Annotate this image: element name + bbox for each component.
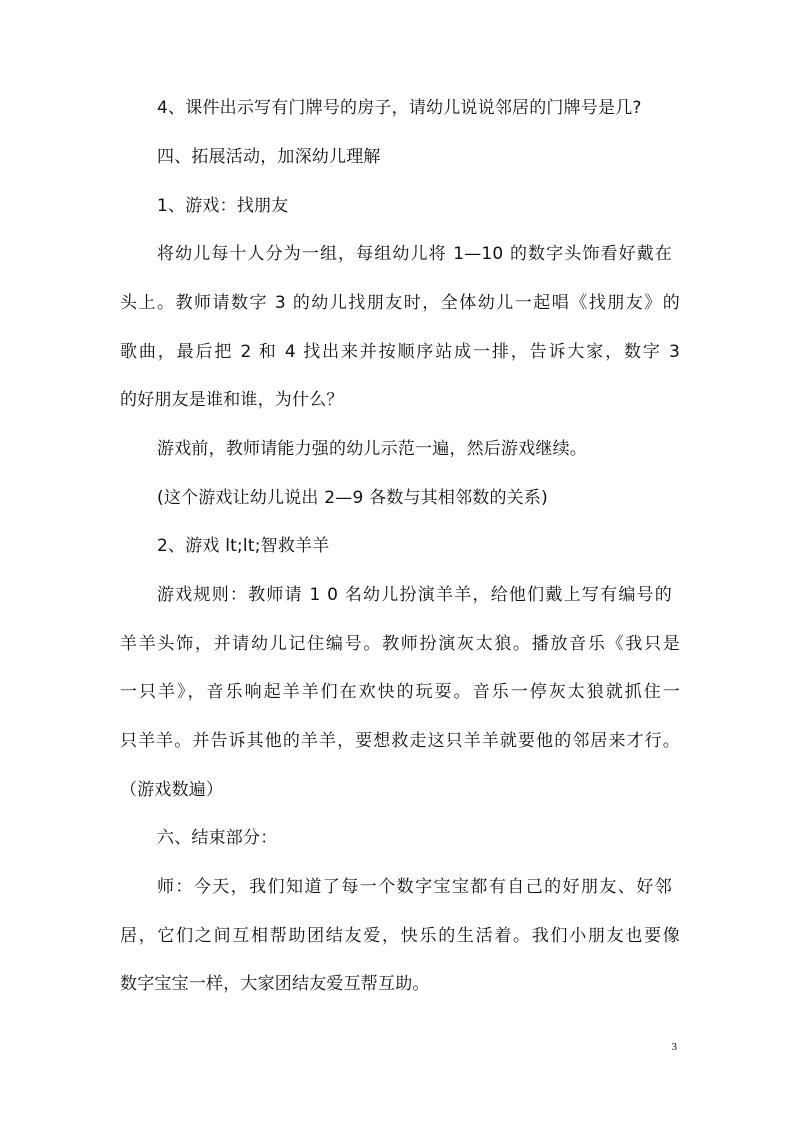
paragraph-line: （游戏数遍） [120, 780, 224, 800]
paragraph-line: 游戏规则：教师请 1 0 名幼儿扮演羊羊，给他们戴上写有编号的 [157, 585, 672, 605]
paragraph-line: 一只羊》，音乐响起羊羊们在欢快的玩耍。音乐一停灰太狼就抓住一 [120, 682, 680, 702]
paragraph-line: 歌曲，最后把 2 和 4 找出来并按顺序站成一排，告诉大家，数字 3 [120, 342, 680, 362]
subsection-heading: 2、游戏 lt;lt;智救羊羊 [157, 536, 330, 556]
subsection-heading: 1、游戏：找朋友 [157, 196, 289, 216]
section-heading: 六、结束部分： [157, 828, 278, 848]
paragraph-line: 数字宝宝一样，大家团结友爱互帮互助。 [120, 974, 430, 994]
paragraph-line: 居，它们之间互相帮助团结友爱，快乐的生活着。我们小朋友也要像 [120, 926, 680, 946]
paragraph-line: 将幼儿每十人分为一组，每组幼儿将 1—10 的数字头饰看好戴在 [157, 244, 672, 264]
paragraph-line: 只羊羊。并告诉其他的羊羊，要想救走这只羊羊就要他的邻居来才行。 [120, 731, 680, 751]
paragraph-line: 师：今天，我们知道了每一个数字宝宝都有自己的好朋友、好邻 [157, 877, 672, 897]
paragraph-line: 游戏前，教师请能力强的幼儿示范一遍，然后游戏继续。 [157, 439, 587, 459]
paragraph-line: 的好朋友是谁和谁，为什么？ [120, 390, 344, 410]
paragraph-line: (这个游戏让幼儿说出 2—9 各数与其相邻数的关系) [157, 488, 548, 508]
paragraph-line: 4、课件出示写有门牌号的房子，请幼儿说说邻居的门牌号是几? [157, 98, 642, 118]
paragraph-line: 头上。教师请数字 3 的幼儿找朋友时，全体幼儿一起唱《找朋友》的 [120, 293, 680, 313]
paragraph-line: 羊羊头饰，并请幼儿记住编号。教师扮演灰太狼。播放音乐《我只是 [120, 634, 680, 654]
page-number: 3 [671, 1041, 677, 1053]
section-heading: 四、拓展活动，加深幼儿理解 [157, 147, 381, 167]
